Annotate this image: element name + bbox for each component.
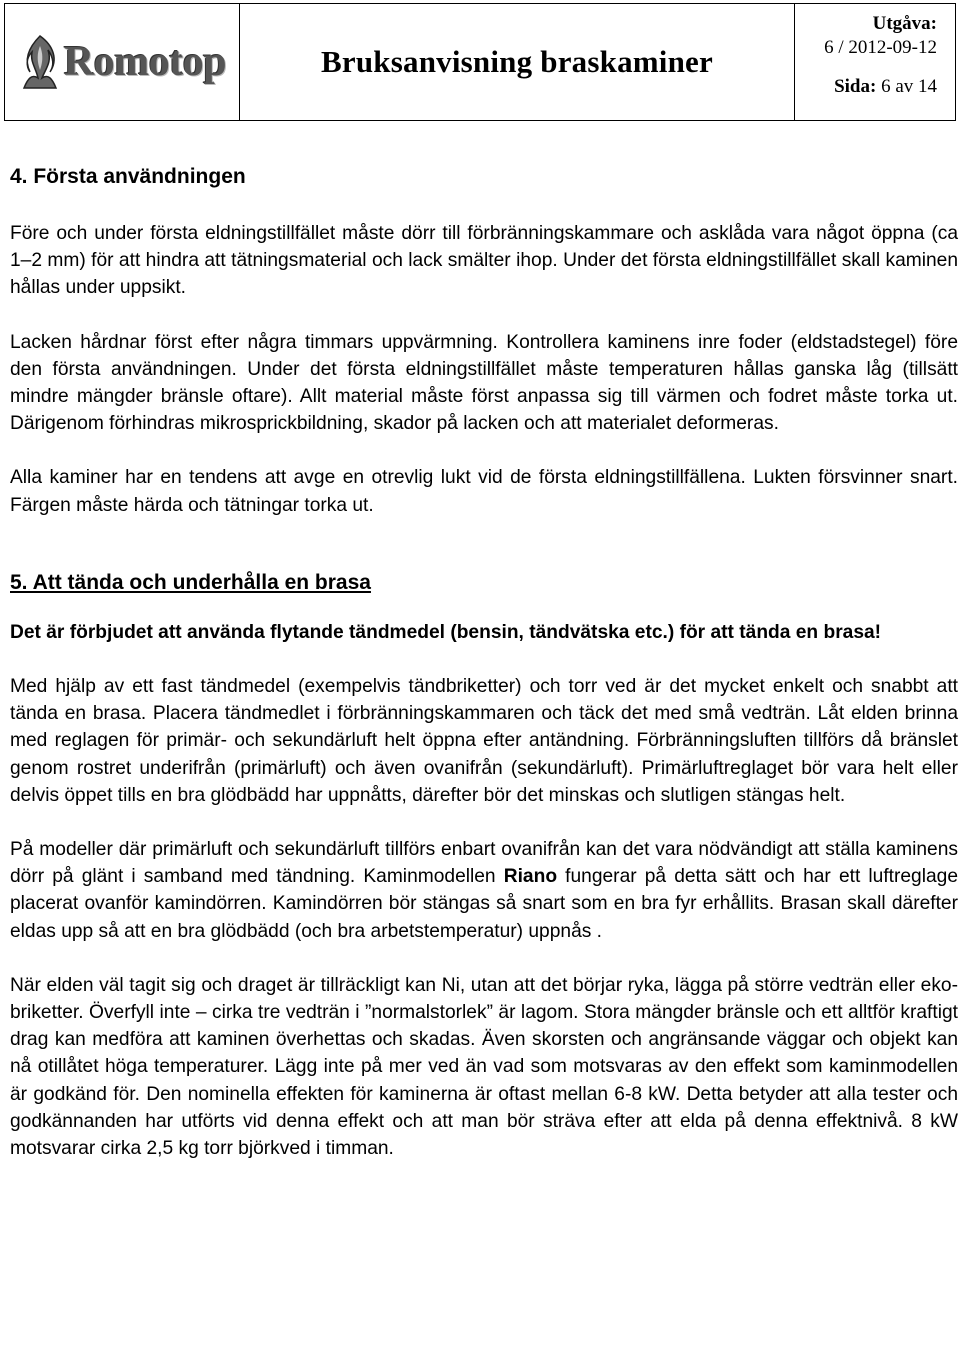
edition-value: 6 / 2012-09-12 bbox=[824, 37, 937, 58]
section-5-paragraph-2 bbox=[10, 836, 958, 945]
document-body bbox=[10, 165, 958, 1162]
logo-cell bbox=[5, 4, 240, 120]
logo-text: Romotop bbox=[63, 39, 227, 85]
document-title: Bruksanvisning braskaminer bbox=[321, 44, 713, 79]
romotop-logo bbox=[18, 34, 226, 90]
meta-cell bbox=[795, 4, 955, 120]
flame-emblem-icon bbox=[18, 34, 62, 90]
model-name-riano: Riano bbox=[503, 866, 558, 888]
warning-text: Det är förbjudet att använda flytande tändmedel (bensin, tändvätska etc.) för att tända en brasa! bbox=[10, 621, 882, 643]
section-5-heading: 5. Att tända och underhålla en brasa bbox=[10, 570, 371, 594]
page-value: 6 av 14 bbox=[881, 76, 937, 97]
section-5-paragraph-1: Med hjälp av ett fast tändmedel (exempelvis tändbriketter) och torr ved är det mycket enkelt och snabbt att tända en brasa. Placera tändmedlet i förbränningskammaren och täck det med små vedträn. Låt elden brinna med reglagen för primär- och sekundärluft helt öppna efter antändning. Förbränningsluften tillförs då bränslet genom rostret underifrån (primärluft) och även ovanifrån (sekundärluft). Primärluftreglaget bör vara helt eller delvis öppet tills en bra glödbädd har uppnåtts, därefter bör det minskas och slutligen stängas helt. bbox=[10, 676, 958, 806]
page-info bbox=[834, 76, 937, 98]
edition-label: Utgåva: bbox=[872, 13, 937, 34]
section-4-heading: 4. Första användningen bbox=[10, 165, 246, 188]
title-cell bbox=[240, 4, 795, 120]
section-4-paragraph-1: Före och under första eldningstillfället måste dörr till förbränningskammare och asklåda vara något öppna (ca 1–2 mm) för att hindra att tätningsmaterial och lack smälter ihop. Under det första eldningstillfället skall kaminen hållas under uppsikt. bbox=[10, 223, 958, 299]
section-4-paragraph-2: Lacken hårdnar först efter några timmars uppvärmning. Kontrollera kaminens inre foder (eldstadstegel) före den första användningen. Under det första eldningstillfället måste temperaturen hållas ganska låg (tillsätt mindre mängder bränsle oftare). Allt material måste först anpassa sig till värmen och fodret måste torka ut. Därigenom förhindras mikrosprickbildning, skador på lacken och att materialet deformeras. bbox=[10, 331, 958, 435]
section-5-paragraph-3: När elden väl tagit sig och draget är tillräckligt kan Ni, utan att det börjar ryka, lägga på större vedträn eller eko-briketter. Överfyll inte – cirka tre vedträn i ”normalstorlek” är lagom. Stora mängder bränsle och ett alltför kraftigt drag kan medföra att kaminen överhettas och skadas. Även skorsten och angränsande väggar och objekt kan nå otillåtet höga temperaturer. Lägg inte på mer ved än vad som motsvaras av den effekt som kaminmodellen är godkänd för. Den nominella effekten för kaminerna är oftast mellan 6-8 kW. Detta betyder att alla tester och godkännanden har utförts vid denna effekt och att man bör sträva efter att elda på denna effektnivå. 8 kW motsvarar cirka 2,5 kg torr björkved i timman. bbox=[10, 974, 958, 1160]
document-header bbox=[4, 3, 956, 121]
paragraph-2-text-b: fungerar på detta sätt och har ett luftreglage placerat ovanför kamindörren. Kamindörren bör stängas så snart som en bra fyr erhållits. Brasan skall därefter eldas upp så att en bra glödbädd (och bra arbetstemperatur) uppnås . bbox=[10, 866, 958, 942]
page-label: Sida: bbox=[834, 76, 877, 97]
section-4-paragraph-3: Alla kaminer har en tendens att avge en otrevlig lukt vid de första eldningstillfällena. Lukten försvinner snart. Färgen måste härda och tätningar torka ut. bbox=[10, 467, 958, 516]
edition-info bbox=[824, 12, 937, 60]
paragraph-2-text-a: På modeller där primärluft och sekundärluft tillförs enbart ovanifrån kan det vara nödvändigt att ställa kaminens dörr på glänt i samband med tändning. Kaminmodellen bbox=[10, 839, 958, 888]
